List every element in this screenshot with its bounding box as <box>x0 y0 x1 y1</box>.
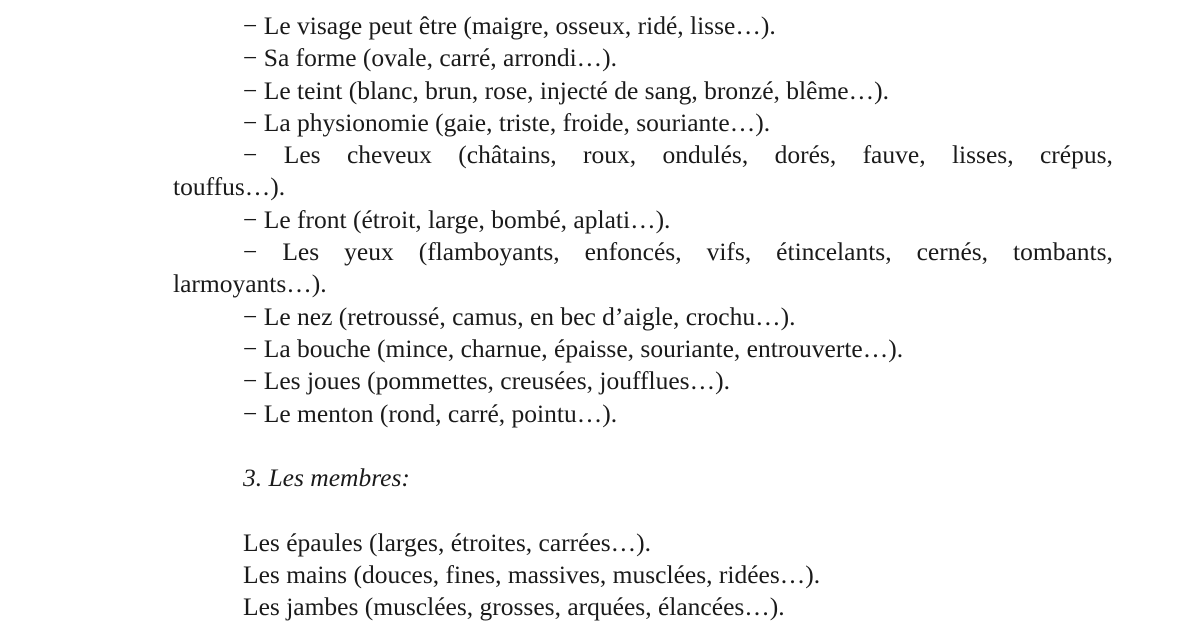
item-cheveux-line1 <box>173 139 1113 171</box>
item-bouche: − La bouche (mince, charnue, épaisse, souriante, entrouverte…). <box>243 333 904 363</box>
word: dorés, <box>774 140 837 170</box>
membre-jambes: Les jambes (musclées, grosses, arquées, élancées…). <box>243 592 785 622</box>
word: crépus, <box>1039 140 1113 170</box>
item-cheveux-line2: touffus…). <box>173 172 286 202</box>
word: yeux <box>344 237 394 267</box>
item-joues: − Les joues (pommettes, creusées, joufflues…). <box>243 366 730 396</box>
item-teint: − Le teint (blanc, brun, rose, injecté de sang, bronzé, blême…). <box>243 75 889 105</box>
item-front: − Le front (étroit, large, bombé, aplati…). <box>243 204 671 234</box>
spacer <box>173 430 1113 462</box>
word: (flamboyants, <box>418 237 560 267</box>
word: − <box>243 237 258 267</box>
word: Les <box>282 237 320 267</box>
word: enfoncés, <box>584 237 682 267</box>
word: cernés, <box>916 237 989 267</box>
membre-epaules: Les épaules (larges, étroites, carrées…). <box>243 527 652 557</box>
item-nez: − Le nez (retroussé, camus, en bec d’aigle, crochu…). <box>243 301 796 331</box>
section-heading: 3. Les membres: <box>243 463 410 493</box>
word: lisses, <box>951 140 1014 170</box>
membre-mains: Les mains (douces, fines, massives, musclées, ridées…). <box>243 560 821 590</box>
word: fauve, <box>862 140 926 170</box>
item-physionomie: − La physionomie (gaie, triste, froide, souriante…). <box>243 107 771 137</box>
word: étincelants, <box>776 237 892 267</box>
word: cheveux <box>346 140 432 170</box>
word: − <box>243 140 258 170</box>
item-forme: − Sa forme (ovale, carré, arrondi…). <box>243 43 618 73</box>
item-visage: − Le visage peut être (maigre, osseux, ridé, lisse…). <box>243 11 776 40</box>
item-yeux-line2: larmoyants…). <box>173 269 327 299</box>
word: Les <box>283 140 321 170</box>
item-yeux-line1 <box>173 236 1113 268</box>
word: (châtains, <box>458 140 557 170</box>
word: roux, <box>583 140 637 170</box>
word: vifs, <box>706 237 752 267</box>
word: tombants, <box>1013 237 1113 267</box>
word: ondulés, <box>662 140 749 170</box>
item-menton: − Le menton (rond, carré, pointu…). <box>243 398 618 428</box>
spacer <box>173 494 1113 526</box>
document-page <box>173 10 1113 624</box>
